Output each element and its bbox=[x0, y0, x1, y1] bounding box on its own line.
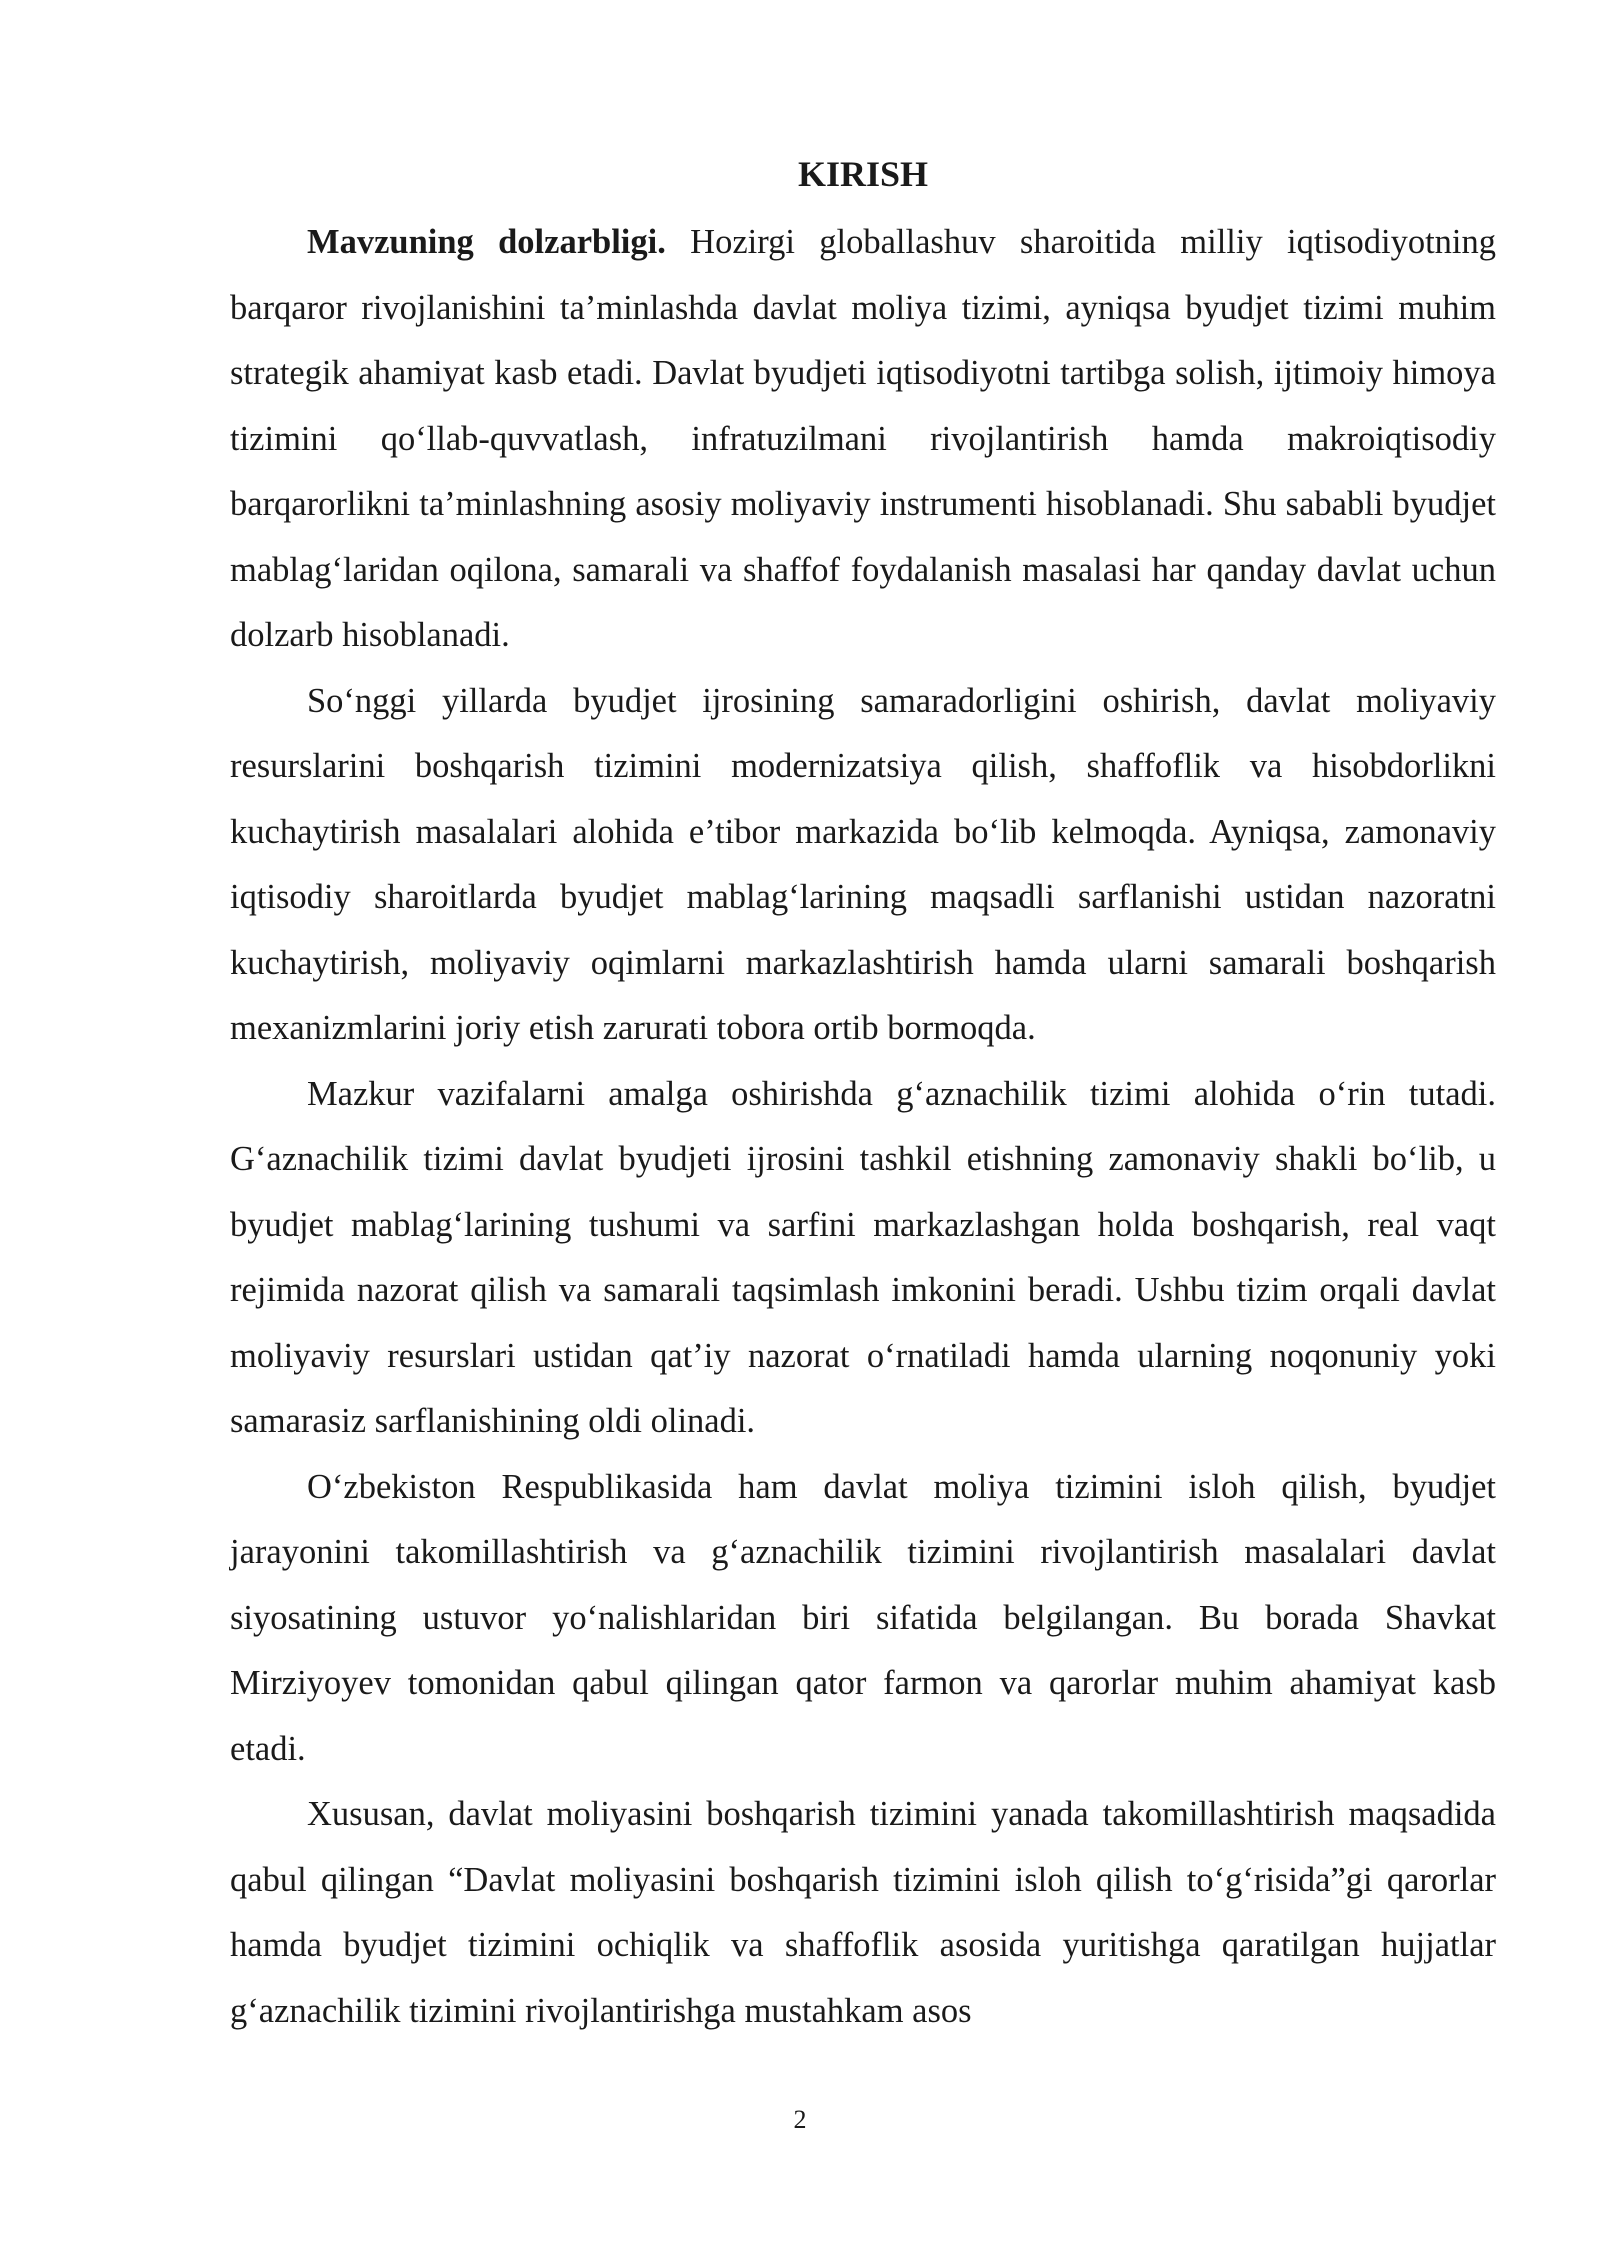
paragraph-public-finance-decrees: Xususan, davlat moliyasini boshqarish tizimini yanada takomillashtirish maqsadida qabul qilingan “Davlat moliyasini boshqarish tizimini isloh qilish to‘g‘risida”gi qarorlar hamda byudjet tizimini ochiqlik va shaffoflik asosida yuritishga qaratilgan hujjatlar g‘aznachilik tizimini rivojlantirishga mustahkam asos bbox=[230, 1795, 1496, 2030]
paragraph-treasury-system: Mazkur vazifalarni amalga oshirishda g‘aznachilik tizimi alohida o‘rin tutadi. G‘aznachilik tizimi davlat byudjeti ijrosini tashkil etishning zamonaviy shakli bo‘lib, u byudjet mablag‘larining tushumi va sarfini markazlashgan holda boshqarish, real vaqt rejimida nazorat qilish va samarali taqsimlash imkonini beradi. Ushbu tizim orqali davlat moliyaviy resurslari ustidan qat’iy nazorat o‘rnatiladi hamda ularning noqonuniy yoki samarasiz sarflanishining oldi olinadi. bbox=[230, 1074, 1496, 1440]
paragraph-text: Hozirgi globallashuv sharoitida milliy iqtisodiyotning barqaror rivojlanishini ta’minlashda davlat moliya tizimi, ayniqsa byudjet tizimi muhim strategik ahamiyat kasb etadi. Davlat byudjeti iqtisodiyotni tartibga solish, ijtimoiy himoya tizimini qo‘llab-quvvatlash, infratuzilmani rivojlantirish hamda makroiqtisodiy barqarorlikni ta’minlashning asosiy moliyaviy instrumenti hisoblanadi. Shu sababli byudjet mablag‘laridan oqilona, samarali va shaffof foydalanish masalasi har qanday davlat uchun dolzarb hisoblanadi. bbox=[230, 223, 1496, 654]
paragraph-relevance bbox=[230, 210, 1496, 669]
paragraph-uzbekistan-reforms: O‘zbekiston Respublikasida ham davlat moliya tizimini isloh qilish, byudjet jarayonini takomillashtirish va g‘aznachilik tizimini rivojlantirish masalalari davlat siyosatining ustuvor yo‘nalishlaridan biri sifatida belgilangan. Bu borada Shavkat Mirziyoyev tomonidan qabul qilingan qator farmon va qarorlar muhim ahamiyat kasb etadi. bbox=[230, 1467, 1496, 1768]
page-number: 2 bbox=[793, 2105, 807, 2134]
paragraph-budget-efficiency: So‘nggi yillarda byudjet ijrosining samaradorligini oshirish, davlat moliyaviy resurslarini boshqarish tizimini modernizatsiya qilish, shaffoflik va hisobdorlikni kuchaytirish masalalari alohida e’tibor markazida bo‘lib kelmoqda. Ayniqsa, zamonaviy iqtisodiy sharoitlarda byudjet mablag‘larining maqsadli sarflanishi ustidan nazoratni kuchaytirish, moliyaviy oqimlarni markazlashtirish hamda ularni samarali boshqarish mexanizmlarini joriy etish zarurati tobora ortib bormoqda. bbox=[230, 681, 1496, 1047]
page-content bbox=[230, 148, 1496, 2044]
paragraph-lead: Mavzuning dolzarbligi. bbox=[307, 223, 666, 261]
section-heading: KIRISH bbox=[797, 154, 929, 194]
